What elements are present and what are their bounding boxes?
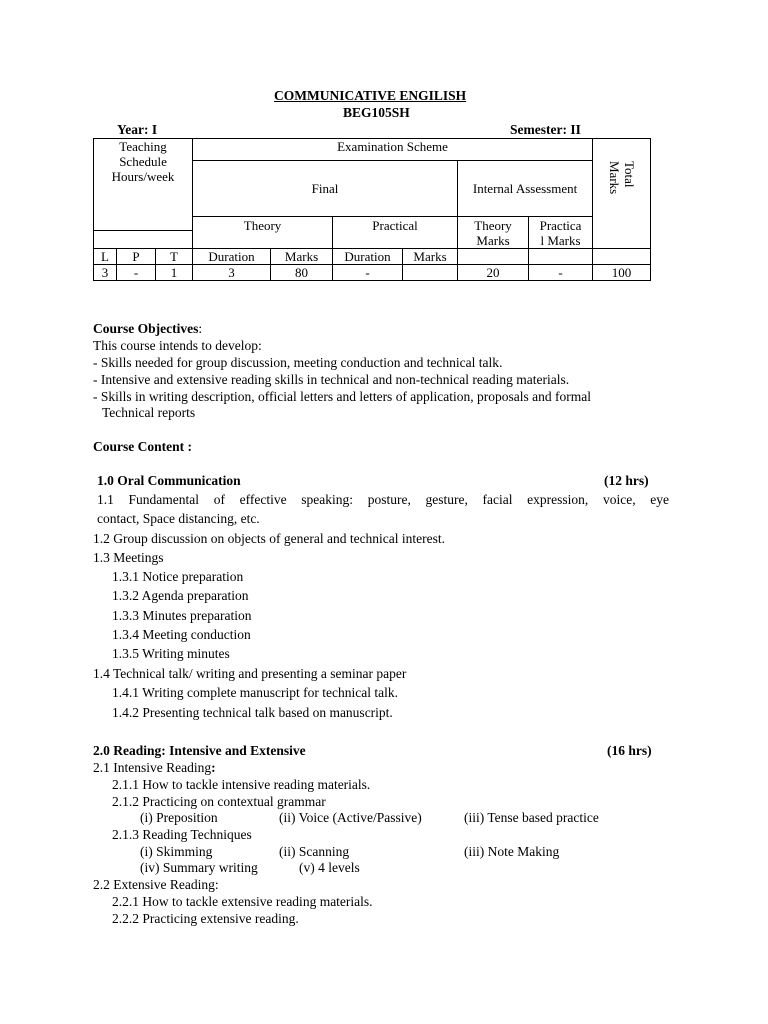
col-l: L xyxy=(94,249,117,265)
val-internal-practical: - xyxy=(529,265,593,281)
marks-label: Marks xyxy=(607,161,623,195)
section2-line-2-1-2: 2.1.2 Practicing on contextual grammar xyxy=(112,794,326,809)
objective-item: - Intensive and extensive reading skills in technical and non-technical reading materials. xyxy=(93,372,570,387)
practical-header: Practical xyxy=(333,217,458,249)
technique-skimming: (i) Skimming xyxy=(140,844,213,859)
theory-marks-line2: Marks xyxy=(476,233,510,248)
col-blank-2 xyxy=(529,249,593,265)
val-theory-marks: 80 xyxy=(271,265,333,281)
objectives-heading xyxy=(93,322,202,336)
section2-line-2-2-1: 2.2.1 How to tackle extensive reading materials. xyxy=(112,894,373,909)
section2-line-2-1-3: 2.1.3 Reading Techniques xyxy=(112,827,252,842)
examination-scheme-table xyxy=(93,138,651,281)
val-practical-duration: - xyxy=(333,265,403,281)
practical-marks-header xyxy=(529,217,593,249)
schedule-label: Schedule xyxy=(119,154,167,169)
section1-line: 1.3 Meetings xyxy=(93,550,164,565)
theory-marks-header xyxy=(458,217,529,249)
objective-item: - Skills in writing description, official letters and letters of application, proposals and formal xyxy=(93,389,592,404)
grammar-preposition: (i) Preposition xyxy=(140,810,218,825)
total-marks-header xyxy=(593,139,651,249)
objective-item: - Skills needed for group discussion, meeting conduction and technical talk. xyxy=(93,355,503,370)
final-header: Final xyxy=(193,161,458,217)
total-label: Total xyxy=(622,161,638,188)
technique-note-making: (iii) Note Making xyxy=(464,844,560,859)
section1-line: 1.3.5 Writing minutes xyxy=(112,646,230,661)
teaching-schedule-header xyxy=(94,139,193,231)
section1-line: 1.2 Group discussion on objects of general and technical interest. xyxy=(93,531,446,546)
val-theory-duration: 3 xyxy=(193,265,271,281)
technique-scanning: (ii) Scanning xyxy=(279,844,350,859)
section1-line: 1.3.1 Notice preparation xyxy=(112,569,244,584)
val-l: 3 xyxy=(94,265,117,281)
course-content-heading: Course Content : xyxy=(93,439,192,454)
technique-4-levels: (v) 4 levels xyxy=(299,860,360,875)
objective-item: Technical reports xyxy=(102,405,196,420)
section2-hours: (16 hrs) xyxy=(607,743,652,758)
extensive-reading-label: 2.2 Extensive Reading: xyxy=(93,877,219,892)
section1-hours: (12 hrs) xyxy=(604,473,649,488)
intensive-reading-colon: : xyxy=(211,760,216,775)
col-practical-marks: Marks xyxy=(403,249,458,265)
section1-line-1-1b: contact, Space distancing, etc. xyxy=(97,511,260,526)
col-blank-3 xyxy=(593,249,651,265)
grammar-tense: (iii) Tense based practice xyxy=(464,810,599,825)
technique-summary-writing: (iv) Summary writing xyxy=(140,860,258,875)
val-t: 1 xyxy=(156,265,193,281)
section2-title: 2.0 Reading: Intensive and Extensive xyxy=(93,743,306,758)
examination-scheme-header: Examination Scheme xyxy=(193,139,593,161)
section1-title: 1.0 Oral Communication xyxy=(97,473,241,488)
val-practical-marks xyxy=(403,265,458,281)
section1-line: 1.3.3 Minutes preparation xyxy=(112,608,252,623)
internal-assessment-header: Internal Assessment xyxy=(458,161,593,217)
theory-header: Theory xyxy=(193,217,333,249)
grammar-voice: (ii) Voice (Active/Passive) xyxy=(279,810,422,825)
section1-line-1-1a: 1.1 Fundamental of effective speaking: posture, gesture, facial expression, voice, eye xyxy=(97,492,669,507)
practical-marks-line2: l Marks xyxy=(540,233,581,248)
theory-marks-line1: Theory xyxy=(474,218,512,233)
section2-line-2-2-2: 2.2.2 Practicing extensive reading. xyxy=(112,911,299,926)
col-theory-marks: Marks xyxy=(271,249,333,265)
col-t: T xyxy=(156,249,193,265)
col-theory-duration: Duration xyxy=(193,249,271,265)
semester-label: Semester: II xyxy=(510,122,581,137)
course-title: COMMUNICATIVE ENGILISH xyxy=(274,88,467,103)
col-blank-1 xyxy=(458,249,529,265)
intensive-reading-label xyxy=(93,761,216,775)
val-total: 100 xyxy=(593,265,651,281)
course-code: BEG105SH xyxy=(343,105,410,120)
col-practical-duration: Duration xyxy=(333,249,403,265)
val-internal-theory: 20 xyxy=(458,265,529,281)
section1-line: 1.4 Technical talk/ writing and presenting a seminar paper xyxy=(93,666,407,681)
col-p: P xyxy=(117,249,156,265)
section1-line: 1.3.2 Agenda preparation xyxy=(112,588,249,603)
section2-line-2-1-1: 2.1.1 How to tackle intensive reading materials. xyxy=(112,777,371,792)
objectives-intro: This course intends to develop: xyxy=(93,338,262,353)
val-p: - xyxy=(117,265,156,281)
teaching-spacer xyxy=(94,231,193,249)
hours-week-label: Hours/week xyxy=(111,169,175,184)
intensive-reading-text: 2.1 Intensive Reading xyxy=(93,760,212,775)
objectives-colon: : xyxy=(198,321,203,336)
teaching-label: Teaching xyxy=(119,139,167,154)
section1-line: 1.3.4 Meeting conduction xyxy=(112,627,251,642)
section1-line: 1.4.2 Presenting technical talk based on manuscript. xyxy=(112,705,393,720)
section1-line: 1.4.1 Writing complete manuscript for technical talk. xyxy=(112,685,398,700)
objectives-heading-text: Course Objectives xyxy=(93,321,199,336)
year-label: Year: I xyxy=(117,122,158,137)
practical-marks-line1: Practica xyxy=(539,218,582,233)
